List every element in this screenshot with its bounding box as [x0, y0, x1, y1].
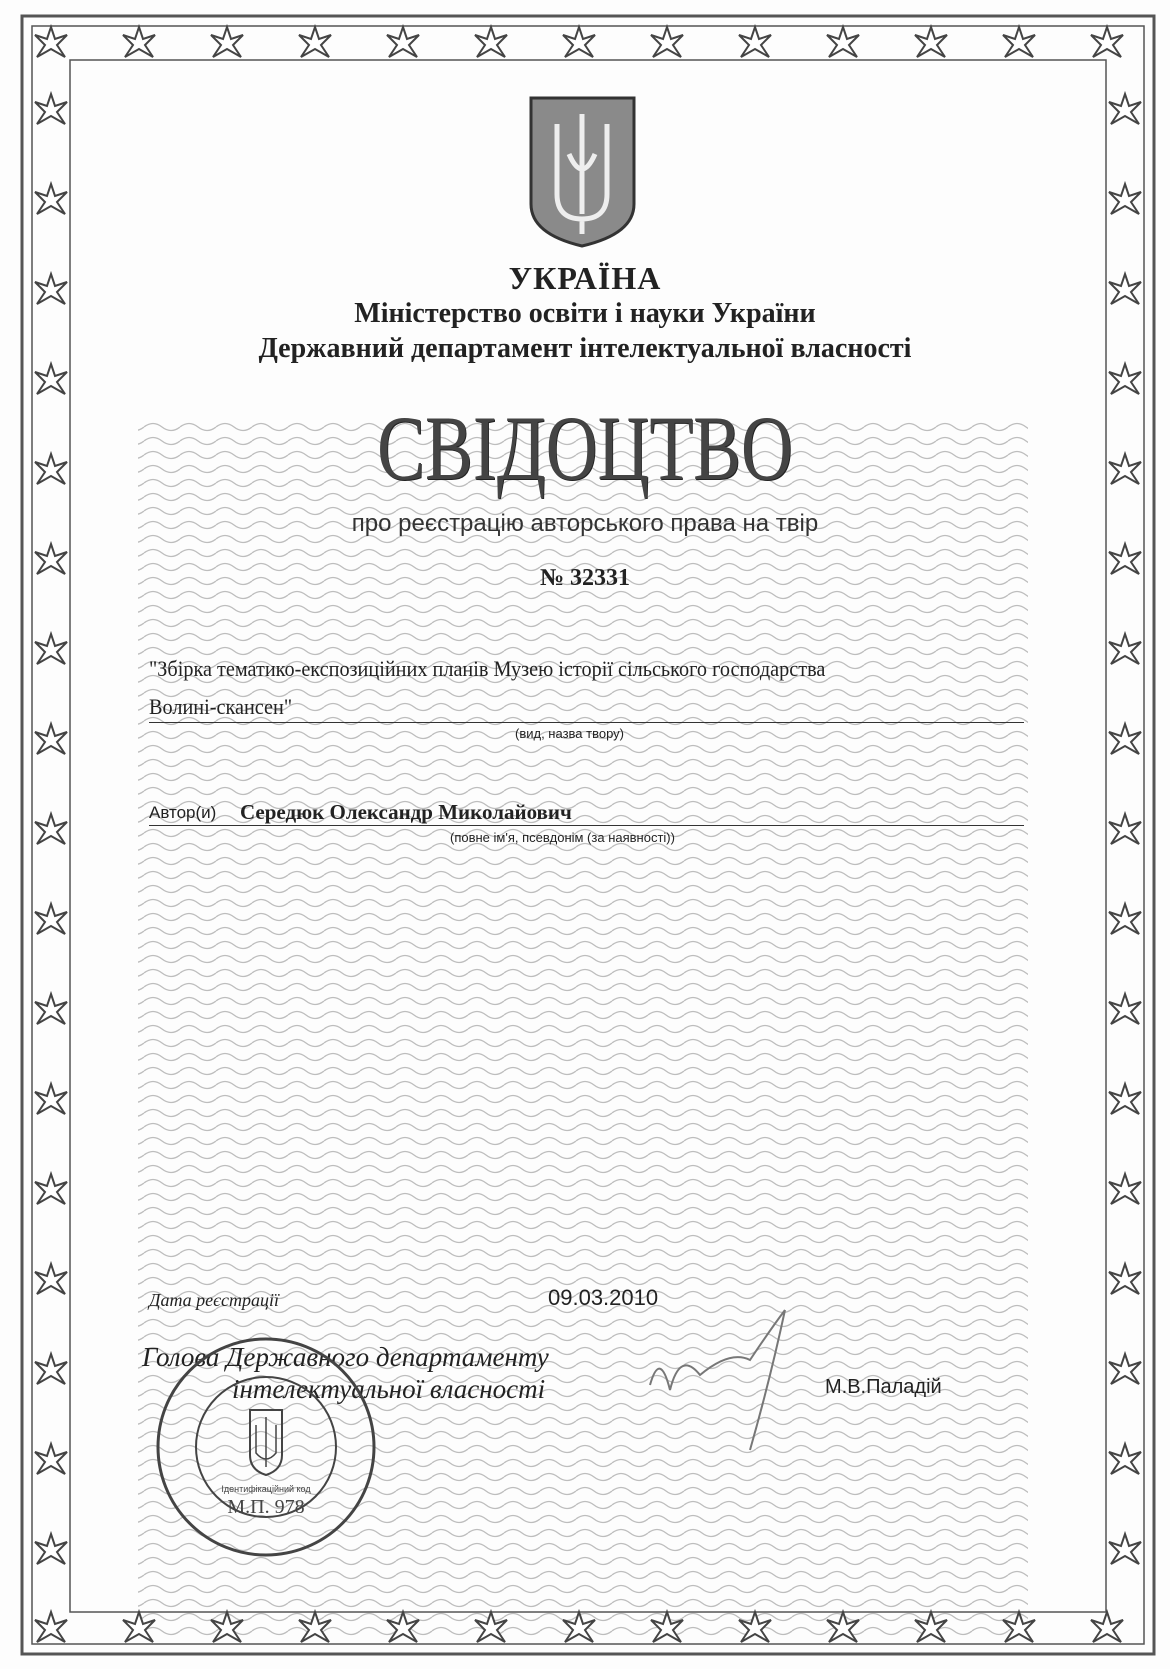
frame-star-icon	[1109, 1084, 1141, 1114]
frame-star-icon	[1109, 1174, 1141, 1204]
author-caption: (повне ім'я, псевдонім (за наявності))	[450, 830, 675, 845]
frame-star-icon	[35, 94, 67, 124]
frame-star-icon	[1109, 1354, 1141, 1384]
frame-star-icon	[299, 27, 331, 57]
frame-star-icon	[1109, 94, 1141, 124]
frame-star-icon	[211, 27, 243, 57]
signature	[640, 1290, 810, 1460]
frame-star-icon	[1003, 27, 1035, 57]
certificate-number: № 32331	[539, 565, 631, 591]
frame-star-icon	[563, 27, 595, 57]
signatory-position-line1: Голова Державного департаменту	[142, 1342, 549, 1372]
frame-star-icon	[1109, 814, 1141, 844]
frame-star-icon	[123, 27, 155, 57]
frame-star-icon	[35, 27, 67, 57]
certificate-subtitle: про реєстрацію авторського права на твір	[351, 510, 819, 537]
certificate-title: СВІДОЦТВО	[377, 397, 793, 499]
frame-star-icon	[827, 27, 859, 57]
frame-star-icon	[1109, 904, 1141, 934]
author-label: Автор(и)	[149, 803, 217, 822]
frame-star-icon	[1109, 454, 1141, 484]
work-title-caption: (вид, назва твору)	[515, 726, 624, 741]
work-title-line1: "Збірка тематико-експозиційних планів Музею історії сільського господарства	[149, 656, 826, 681]
frame-star-icon	[35, 1444, 67, 1474]
frame-star-icon	[35, 1354, 67, 1384]
frame-star-icon	[1109, 184, 1141, 214]
signatory-position-line2: інтелектуальної власності	[232, 1374, 546, 1404]
frame-star-icon	[35, 1612, 67, 1642]
frame-star-icon	[739, 27, 771, 57]
ministry-heading: Міністерство освіти і науки України	[354, 298, 816, 329]
country-heading: УКРАЇНА	[508, 260, 662, 296]
frame-star-icon	[35, 634, 67, 664]
frame-star-icon	[35, 724, 67, 754]
frame-star-icon	[387, 27, 419, 57]
frame-star-icon	[1109, 634, 1141, 664]
frame-star-icon	[35, 1174, 67, 1204]
svg-text:Ідентифікаційний код: Ідентифікаційний код	[221, 1484, 311, 1494]
frame-star-icon	[1109, 1534, 1141, 1564]
frame-star-icon	[475, 27, 507, 57]
frame-star-icon	[1109, 724, 1141, 754]
frame-star-icon	[35, 1084, 67, 1114]
frame-star-icon	[1091, 27, 1123, 57]
signatory-name: М.В.Паладій	[825, 1376, 942, 1398]
frame-star-icon	[651, 27, 683, 57]
frame-star-icon	[35, 814, 67, 844]
svg-text:М.П. 978: М.П. 978	[227, 1496, 305, 1518]
work-title-underline	[149, 722, 1024, 723]
frame-star-icon	[915, 27, 947, 57]
coat-of-arms-icon	[527, 94, 638, 250]
department-heading: Державний департамент інтелектуальної власності	[258, 333, 912, 364]
frame-star-icon	[1109, 994, 1141, 1024]
frame-star-icon	[35, 454, 67, 484]
author-name: Середюк Олександр Миколайович	[240, 800, 572, 824]
frame-star-icon	[35, 1264, 67, 1294]
official-seal	[154, 1335, 378, 1559]
registration-date-label: Дата реєстрації	[149, 1290, 279, 1310]
frame-star-icon	[35, 1534, 67, 1564]
author-underline	[149, 825, 1024, 826]
frame-star-icon	[1109, 1264, 1141, 1294]
frame-star-icon	[35, 994, 67, 1024]
frame-star-icon	[35, 904, 67, 934]
frame-star-icon	[35, 184, 67, 214]
frame-star-icon	[1109, 1444, 1141, 1474]
frame-star-icon	[35, 364, 67, 394]
work-title-line2: Волині-скансен"	[149, 694, 293, 719]
frame-star-icon	[1109, 364, 1141, 394]
registration-date: 09.03.2010	[548, 1285, 659, 1310]
frame-star-icon	[1091, 1612, 1123, 1642]
